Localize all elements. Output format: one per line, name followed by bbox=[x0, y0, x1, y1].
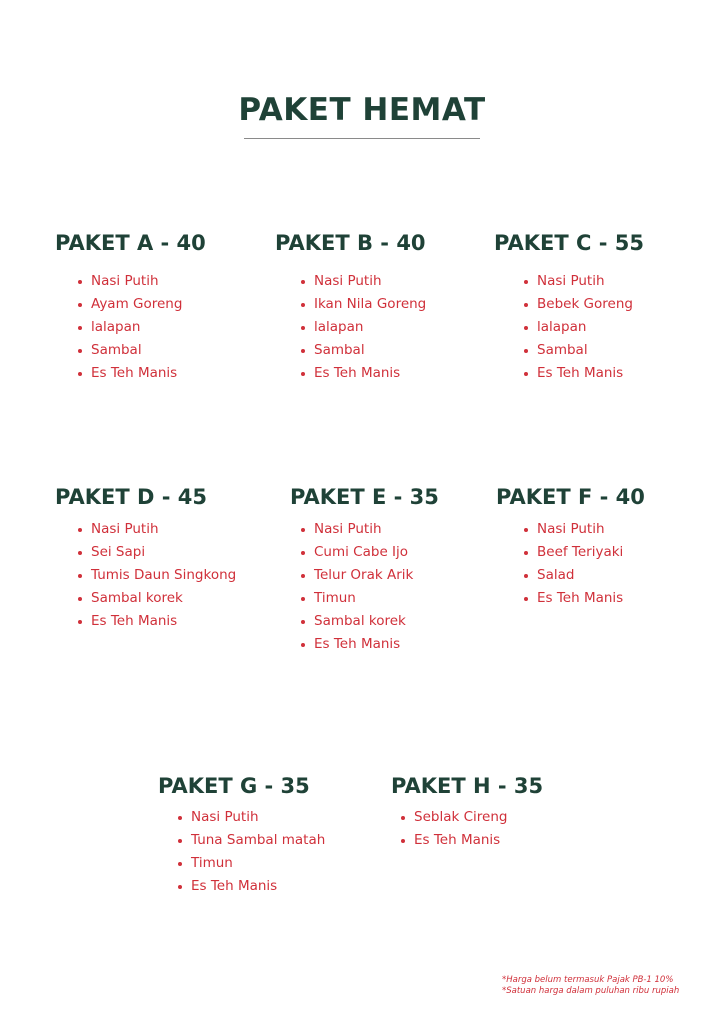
list-item: Sambal bbox=[524, 339, 633, 362]
list-item: Telur Orak Arik bbox=[301, 564, 413, 587]
list-item: Nasi Putih bbox=[301, 270, 426, 293]
list-item: Nasi Putih bbox=[524, 518, 623, 541]
list-item: Timun bbox=[178, 852, 325, 875]
list-item: Salad bbox=[524, 564, 623, 587]
package-title: PAKET E - 35 bbox=[290, 485, 439, 509]
page-title: PAKET HEMAT bbox=[238, 92, 486, 128]
package-item-list bbox=[301, 270, 426, 385]
list-item: lalapan bbox=[524, 316, 633, 339]
list-item: Tumis Daun Singkong bbox=[78, 564, 236, 587]
footnote-unit: *Satuan harga dalam puluhan ribu rupiah bbox=[502, 986, 680, 996]
list-item: Timun bbox=[301, 587, 413, 610]
footnote-tax: *Harga belum termasuk Pajak PB-1 10% bbox=[502, 975, 674, 985]
list-item: Sambal korek bbox=[78, 587, 236, 610]
list-item: Es Teh Manis bbox=[301, 362, 426, 385]
package-h bbox=[391, 773, 544, 848]
list-item: Es Teh Manis bbox=[301, 633, 413, 656]
list-item: Es Teh Manis bbox=[524, 362, 633, 385]
package-title: PAKET A - 40 bbox=[55, 231, 206, 255]
list-item: Nasi Putih bbox=[78, 270, 182, 293]
package-f bbox=[496, 484, 645, 606]
list-item: Es Teh Manis bbox=[524, 587, 623, 610]
package-a bbox=[55, 230, 206, 381]
list-item: Seblak Cireng bbox=[401, 806, 507, 829]
list-item: Es Teh Manis bbox=[78, 610, 236, 633]
package-item-list bbox=[524, 270, 633, 385]
list-item: Nasi Putih bbox=[301, 518, 413, 541]
package-c bbox=[494, 230, 644, 381]
package-item-list bbox=[78, 518, 236, 633]
package-title: PAKET D - 45 bbox=[55, 485, 207, 509]
package-item-list bbox=[78, 270, 182, 385]
list-item: Sambal bbox=[78, 339, 182, 362]
list-item: Sambal bbox=[301, 339, 426, 362]
package-item-list bbox=[401, 806, 507, 852]
package-b bbox=[275, 230, 427, 381]
list-item: Ikan Nila Goreng bbox=[301, 293, 426, 316]
list-item: Sei Sapi bbox=[78, 541, 236, 564]
list-item: Nasi Putih bbox=[178, 806, 325, 829]
list-item: Es Teh Manis bbox=[178, 875, 325, 898]
package-title: PAKET H - 35 bbox=[391, 774, 544, 798]
list-item: Beef Teriyaki bbox=[524, 541, 623, 564]
list-item: Nasi Putih bbox=[78, 518, 236, 541]
package-title: PAKET C - 55 bbox=[494, 231, 644, 255]
package-item-list bbox=[524, 518, 623, 610]
package-g bbox=[158, 773, 326, 894]
title-divider bbox=[244, 138, 480, 139]
package-e bbox=[290, 484, 439, 652]
list-item: lalapan bbox=[301, 316, 426, 339]
list-item: Ayam Goreng bbox=[78, 293, 182, 316]
package-title: PAKET B - 40 bbox=[275, 231, 426, 255]
list-item: Sambal korek bbox=[301, 610, 413, 633]
package-item-list bbox=[178, 806, 325, 898]
list-item: Nasi Putih bbox=[524, 270, 633, 293]
list-item: Tuna Sambal matah bbox=[178, 829, 325, 852]
footnote bbox=[502, 975, 679, 997]
list-item: lalapan bbox=[78, 316, 182, 339]
package-item-list bbox=[301, 518, 413, 656]
list-item: Es Teh Manis bbox=[401, 829, 507, 852]
list-item: Es Teh Manis bbox=[78, 362, 182, 385]
package-title: PAKET F - 40 bbox=[496, 485, 645, 509]
list-item: Bebek Goreng bbox=[524, 293, 633, 316]
package-d bbox=[55, 484, 237, 629]
package-title: PAKET G - 35 bbox=[158, 774, 310, 798]
list-item: Cumi Cabe Ijo bbox=[301, 541, 413, 564]
